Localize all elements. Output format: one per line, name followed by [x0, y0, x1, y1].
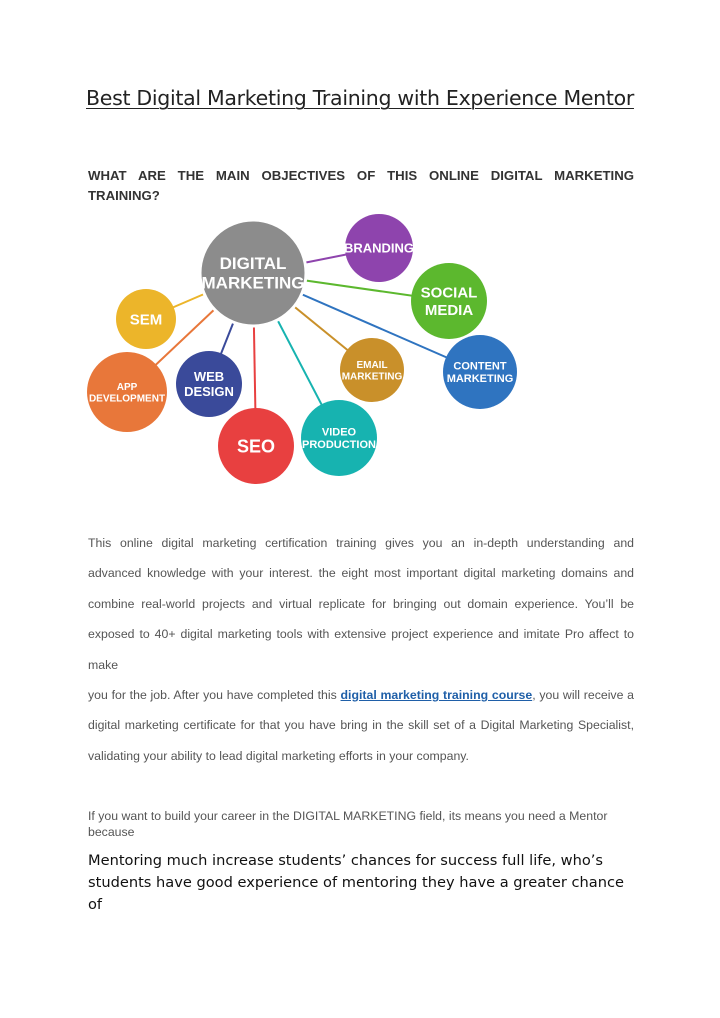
bubble-center: [200, 220, 306, 326]
section-heading: WHAT ARE THE MAIN OBJECTIVES OF THIS ONLINE DIGITAL MARKETING TRAINING?: [88, 168, 634, 203]
paragraph-line: This online digital marketing certification training gives you an in-depth understanding and: [88, 536, 634, 550]
bubble-sem: [116, 289, 176, 349]
diagram-bubbles: [87, 214, 517, 484]
bubble-label: SOCIAL: [420, 284, 478, 302]
bubble-label: APP: [116, 381, 138, 393]
bubble-label: SEO: [236, 436, 276, 457]
bubble-video-production: [301, 400, 377, 476]
bubble-label: DESIGN: [184, 384, 234, 400]
paragraph-line: exposed to 40+ digital marketing tools with extensive project experience and imitate Pro affect to: [88, 627, 634, 642]
bubble-label: WEB: [193, 369, 225, 385]
document-title: [0, 86, 720, 110]
paragraph-line: digital marketing certificate for that you have bring in the skill set of a Digital Marketing Specialist,: [88, 718, 634, 733]
bubble-branding: [344, 214, 414, 282]
paragraph-mentoring: Mentoring much increase students’ chances for success full life, who’s students have good experience of mentoring they have a greater chance of: [88, 852, 624, 913]
bubble-label: MARKETING: [446, 373, 514, 386]
bubble-label: MARKETING: [201, 273, 305, 293]
bubble-seo: [218, 408, 294, 484]
paragraph-career: If you want to build your career in the DIGITAL MARKETING field, its means you need a Mentor because: [88, 809, 608, 839]
digital-marketing-diagram: [80, 205, 540, 495]
bubble-email-marketing: [340, 338, 404, 402]
bubble-web-design: [176, 351, 242, 417]
paragraph-text: you for the job. After you have completed this: [88, 688, 341, 703]
bubble-label: BRANDING: [343, 240, 415, 256]
bubble-content-marketing: [443, 335, 517, 409]
paragraph-line: advanced knowledge with your interest. the eight most important digital marketing domains and: [88, 566, 634, 581]
paragraph-intro: [88, 528, 634, 771]
bubble-label: DEVELOPMENT: [88, 393, 166, 405]
paragraph-line: combine real-world projects and virtual replicate for bringing out domain experience. You’ll be: [88, 596, 634, 611]
bubble-label: DIGITAL: [219, 254, 287, 274]
bubble-label: MARKETING: [341, 371, 403, 383]
bubble-label: CONTENT: [453, 360, 507, 373]
bubble-label: SEM: [129, 311, 163, 329]
bubble-label: EMAIL: [356, 359, 388, 371]
course-link[interactable]: digital marketing training course: [340, 688, 533, 703]
bubble-label: VIDEO: [321, 426, 357, 439]
bubble-label: PRODUCTION: [302, 439, 376, 452]
bubble-social-media: [411, 263, 487, 339]
paragraph-line-with-link: [88, 680, 634, 710]
bubble-app-development: [87, 352, 167, 432]
bubble-label: MEDIA: [424, 301, 474, 319]
paragraph-line: validating your ability to lead digital marketing efforts in your company.: [88, 748, 469, 763]
paragraph-line: make: [88, 657, 119, 672]
paragraph-text: , you will receive a: [532, 688, 634, 703]
document-title-text: Best Digital Marketing Training with Experience Mentor: [86, 86, 634, 110]
